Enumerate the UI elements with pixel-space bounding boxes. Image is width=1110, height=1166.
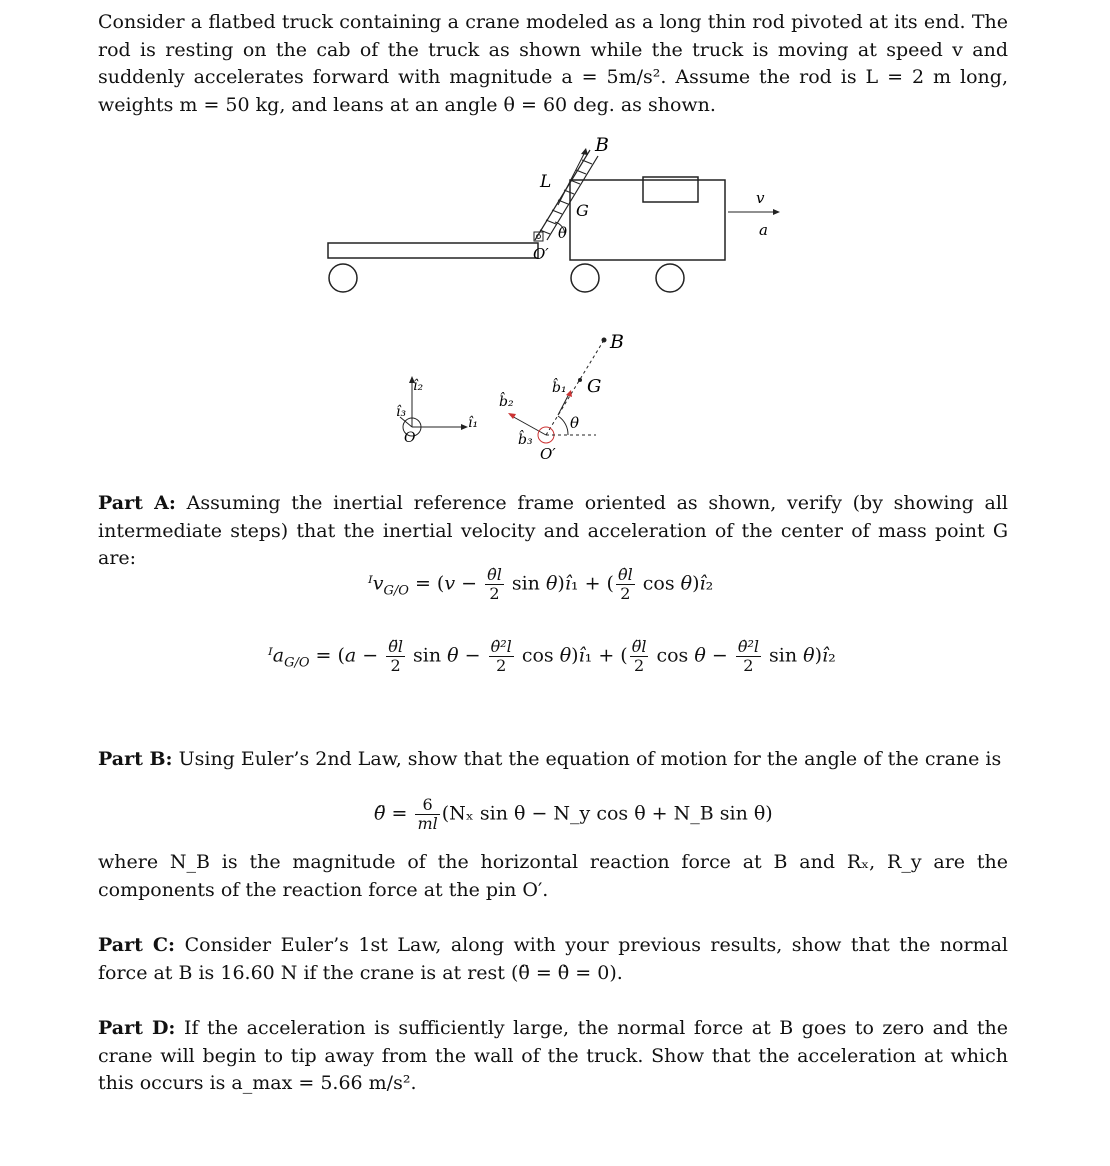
acceleration-equation: ᴵa$_{G/O}$ = (a − $\frac{\thetäl}{2}$ sin θ − $\frac{\text{θ̇²l}}{2}$ cos θ)î₁ + ( $\frac{\thetäl}{2}$ cos θ − $\frac{\text{θ̇²l}}{2}$ sin θ)î₂: [268, 637, 836, 675]
label-b3: b̂₃: [518, 432, 533, 448]
part-d-label: Part D:: [98, 1017, 176, 1039]
part-c-paragraph: [98, 932, 1008, 987]
theta-eq-lhs: θ̈ =: [374, 802, 408, 825]
theta-eq-den: ml: [417, 814, 438, 833]
intro-paragraph: Consider a flatbed truck containing a crane modeled as a long thin rod pivoted at its end. The rod is resting on the cab of the truck as shown while the truck is moving at speed v and suddenly accelerates forward with magnitude a = 5m/s². Assume the rod is L = 2 m long, weights m = 50 kg, and leans at an angle θ = 60 deg. as shown.: [98, 11, 1008, 116]
label-L: L: [540, 172, 552, 192]
part-b-paragraph: [98, 746, 1008, 774]
label-b2: b̂₂: [499, 394, 514, 410]
inertial-frame: [396, 376, 478, 446]
label-theta: θ: [558, 224, 568, 242]
acceleration-lhs: ᴵa: [268, 644, 285, 667]
body-frame: [499, 331, 624, 463]
label-B2: B: [610, 331, 624, 353]
label-O-prime2: O′: [540, 445, 556, 463]
label-i1: î₁: [468, 415, 479, 431]
acceleration-sub: G/O: [284, 655, 310, 671]
truck-crane-figure: [300, 130, 800, 470]
part-a-text: Assuming the inertial reference frame oriented as shown, verify (by showing all intermediate steps) that the inertial velocity and acceleration of the center of mass point G are:: [98, 492, 1009, 569]
part-b-label: Part B:: [98, 748, 173, 770]
label-i3: î₃: [396, 404, 407, 420]
label-i2: î₂: [413, 378, 424, 394]
wheel-middle: [571, 264, 599, 292]
part-b-after: where N_B is the magnitude of the horizontal reaction force at B and Rₓ, R_y are the components of the reaction force at the pin O′.: [98, 851, 1008, 901]
velocity-lhs: ᴵv: [368, 572, 384, 595]
part-b-text: Using Euler’s 2nd Law, show that the equation of motion for the angle of the crane is: [178, 748, 1002, 770]
velocity-sub: G/O: [383, 583, 409, 599]
part-c-label: Part C:: [98, 934, 176, 956]
part-a-paragraph: [98, 490, 1008, 573]
theta-eq-rhs: (Nₓ sin θ − N_y cos θ + N_B sin θ): [441, 802, 773, 825]
wheel-front: [656, 264, 684, 292]
part-d-paragraph: [98, 1015, 1008, 1098]
label-B: B: [595, 134, 609, 156]
wheel-rear: [329, 264, 357, 292]
part-a-label: Part A:: [98, 492, 176, 514]
label-v: v: [756, 189, 765, 207]
theta-eq-num: 6: [415, 796, 439, 815]
theta-equation: [374, 796, 773, 833]
label-b1: b̂₁: [552, 380, 567, 396]
velocity-equation: ᴵv$_{G/O}$ = (v − $\frac{\thetȧl}{2}$ sin θ)î₁ + ( $\frac{\thetȧl}{2}$ cos θ)î₂: [368, 565, 714, 603]
truck-cab: [570, 180, 725, 260]
label-G: G: [576, 201, 589, 220]
part-d-text: If the acceleration is sufficiently large, the normal force at B goes to zero and the crane will begin to tip away from the wall of the truck. Show that the acceleration at which this occurs is a_max = 5.66 m/s².: [98, 1017, 1009, 1094]
label-theta2: θ: [570, 414, 580, 432]
label-a: a: [759, 221, 768, 239]
label-O-prime: O′: [533, 245, 549, 263]
label-O: O: [404, 430, 416, 446]
flatbed: [328, 243, 538, 258]
part-c-text: Consider Euler’s 1st Law, along with your previous results, show that the normal force at B is 16.60 N if the crane is at rest (θ̈ = θ̇ = 0).: [98, 934, 1009, 984]
label-G2: G: [587, 376, 602, 397]
